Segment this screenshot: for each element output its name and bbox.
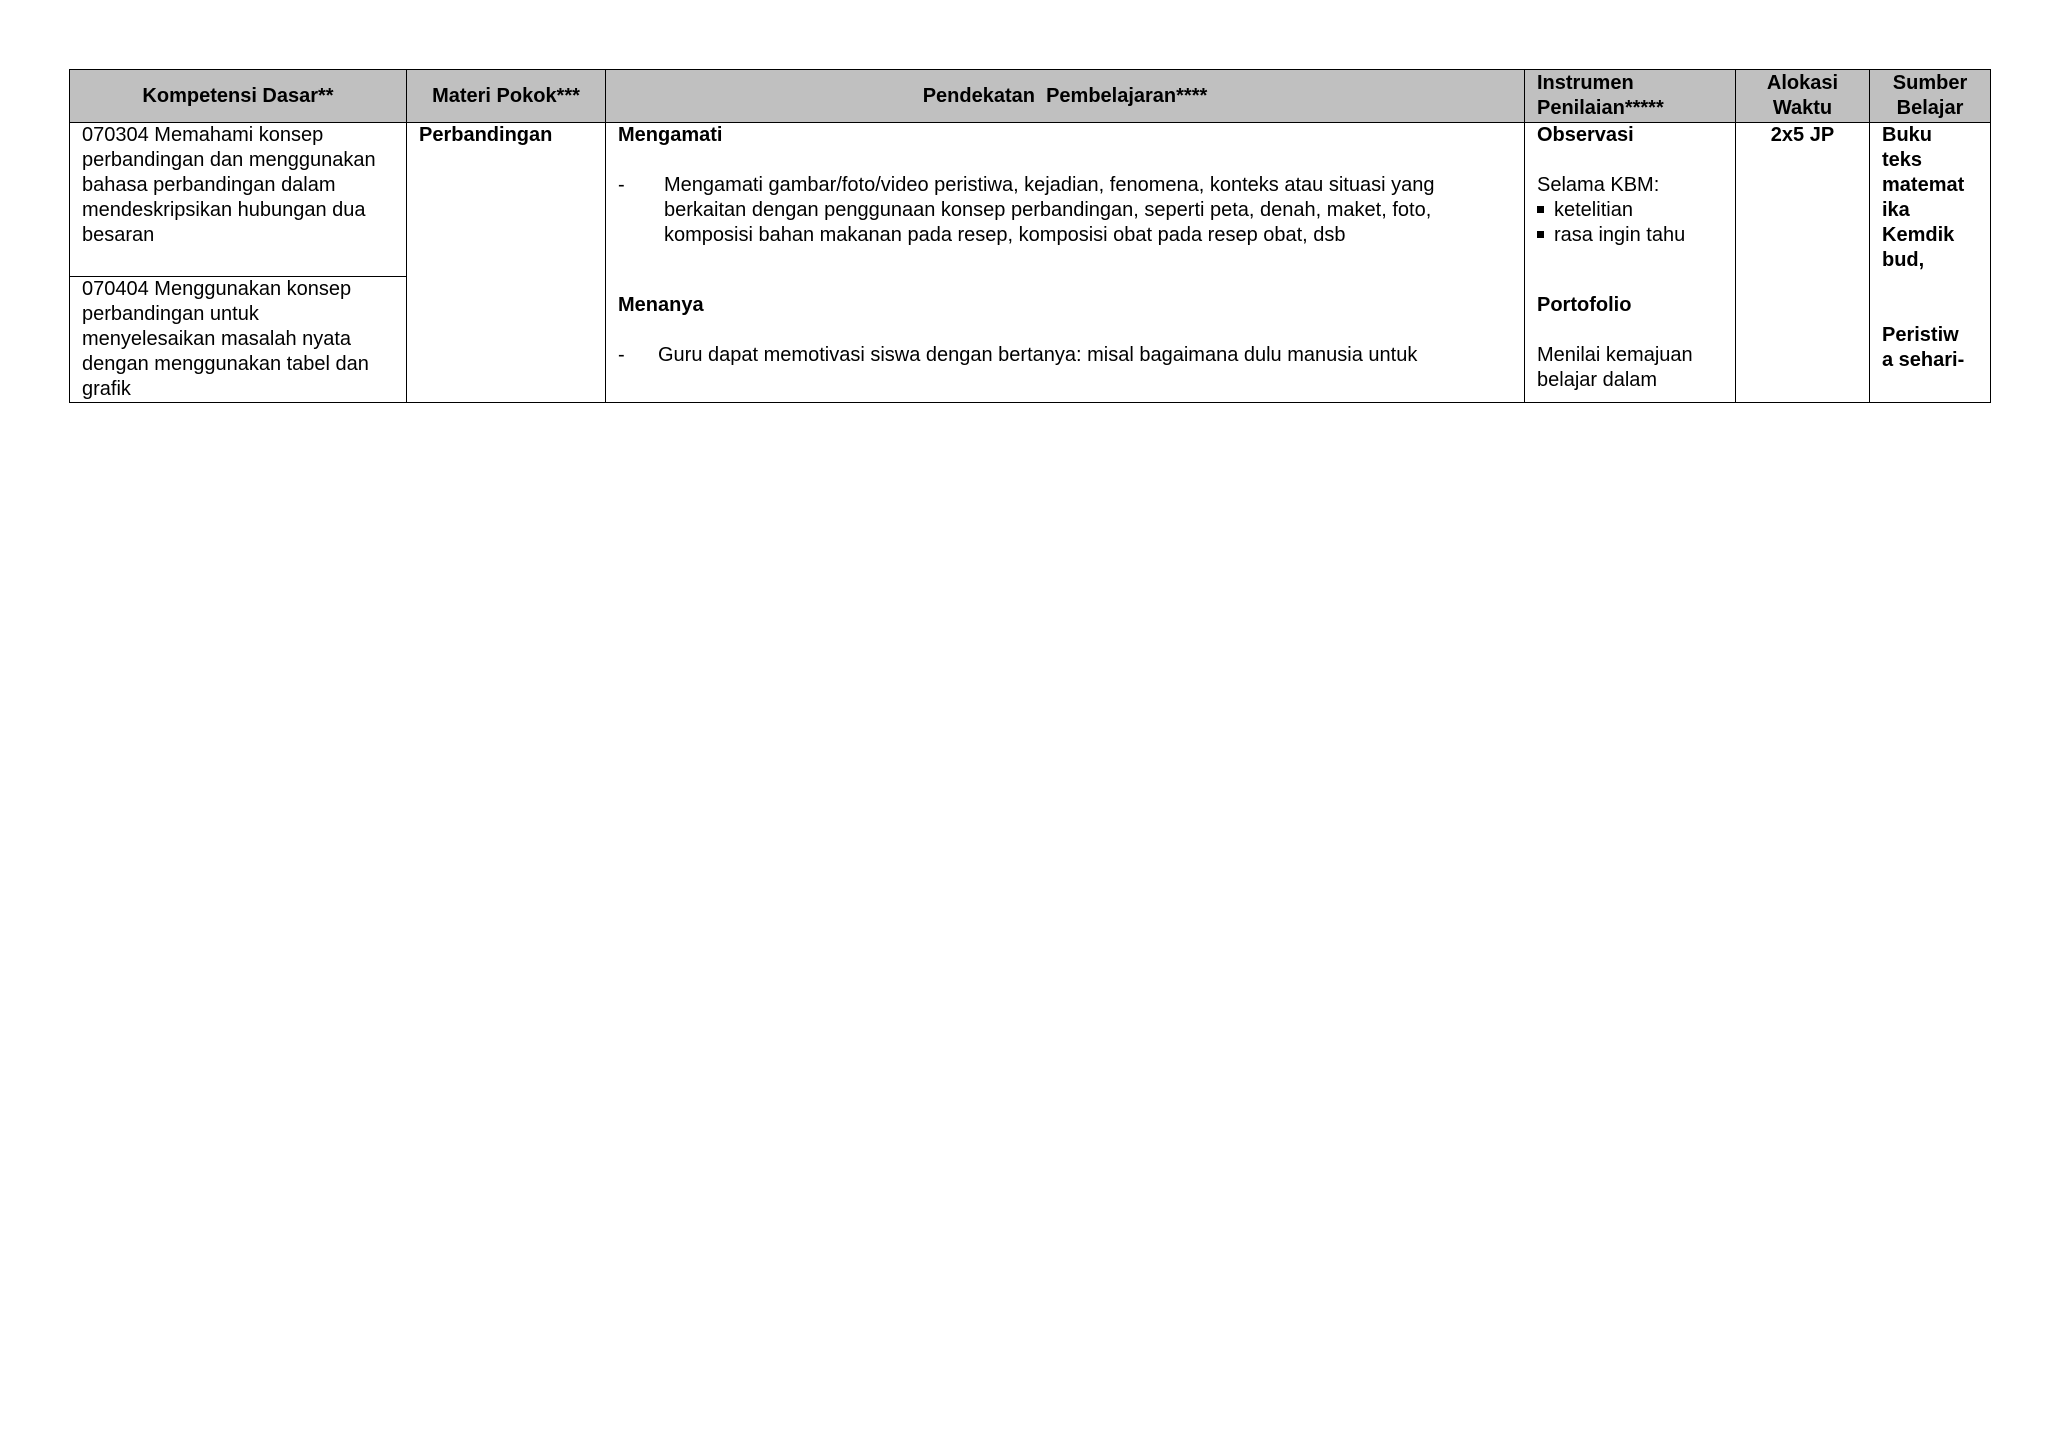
mengamati-item-text: Mengamati gambar/foto/video peristiwa, kejadian, fenomena, konteks atau situasi yang berkaitan dengan penggunaan konsep perbandingan, seperti peta, denah, maket, foto, komposisi bahan makanan pada resep, komposisi obat pada resep obat, dsb — [664, 174, 1435, 246]
header-alokasi-line1: Alokasi — [1766, 72, 1839, 94]
kompetensi-dasar-text-2: 070404 Menggunakan konsep perbandingan untuk menyelesaikan masalah nyata dengan menggunakan tabel dan grafik — [82, 278, 369, 400]
observasi-item-text: rasa ingin tahu — [1554, 224, 1686, 246]
header-pendekatan: Pendekatan Pembelajaran**** — [606, 70, 1525, 123]
sumber-line: a sehari- — [1882, 349, 1965, 371]
header-instrumen — [1525, 70, 1736, 123]
square-bullet-icon — [1537, 231, 1544, 238]
alokasi-cell — [1736, 123, 1870, 403]
header-alokasi-line2: Waktu — [1772, 97, 1833, 119]
observasi-list — [1537, 198, 1723, 248]
header-sumber — [1870, 70, 1991, 123]
observasi-item-text: ketelitian — [1554, 199, 1633, 221]
sumber-cell — [1870, 123, 1991, 403]
selama-kbm-text: Selama KBM: — [1537, 174, 1660, 196]
square-bullet-icon — [1537, 206, 1544, 213]
materi-pokok-text: Perbandingan — [419, 124, 553, 146]
syllabus-table — [69, 69, 1991, 403]
menanya-dash: - — [618, 344, 625, 366]
mengamati-list-item — [618, 173, 1512, 248]
pendekatan-cell — [606, 123, 1525, 403]
table-header-row — [70, 70, 1991, 123]
menilai-line-1: Menilai kemajuan — [1537, 344, 1693, 366]
alokasi-text: 2x5 JP — [1770, 124, 1835, 146]
sumber-line: Peristiw — [1882, 324, 1959, 346]
sumber-line: teks — [1882, 149, 1923, 171]
materi-pokok-cell — [407, 123, 606, 403]
list-item — [1537, 198, 1723, 223]
menanya-heading: Menanya — [618, 294, 704, 316]
kompetensi-dasar-text-1: 070304 Memahami konsep perbandingan dan menggunakan bahasa perbandingan dalam mendeskripsikan hubungan dua besaran — [82, 124, 376, 246]
header-materi-pokok: Materi Pokok*** — [407, 70, 606, 123]
portofolio-heading: Portofolio — [1537, 294, 1632, 316]
header-instrumen-line1: Instrumen — [1537, 72, 1634, 94]
kompetensi-dasar-cell-1 — [70, 123, 407, 277]
header-instrumen-line2: Penilaian***** — [1537, 97, 1664, 119]
kompetensi-dasar-cell-2 — [70, 277, 407, 403]
list-item — [1537, 223, 1723, 248]
mengamati-heading: Mengamati — [618, 124, 723, 146]
sumber-line: Buku — [1882, 124, 1932, 146]
observasi-heading: Observasi — [1537, 124, 1634, 146]
menanya-item-text: Guru dapat memotivasi siswa dengan bertanya: misal bagaimana dulu manusia untuk — [658, 344, 1418, 366]
sumber-line: ika — [1882, 199, 1910, 221]
header-alokasi — [1736, 70, 1870, 123]
sumber-line: matemat — [1882, 174, 1965, 196]
header-sumber-line1: Sumber — [1892, 72, 1968, 94]
menilai-line-2: belajar dalam — [1537, 369, 1658, 391]
table-row — [70, 123, 1991, 277]
menanya-list-item — [618, 343, 1512, 368]
instrumen-cell — [1525, 123, 1736, 403]
sumber-line: Kemdik — [1882, 224, 1955, 246]
header-kompetensi-dasar: Kompetensi Dasar** — [70, 70, 407, 123]
sumber-line: bud, — [1882, 249, 1925, 271]
mengamati-dash: - — [618, 174, 625, 196]
header-sumber-line2: Belajar — [1896, 97, 1964, 119]
